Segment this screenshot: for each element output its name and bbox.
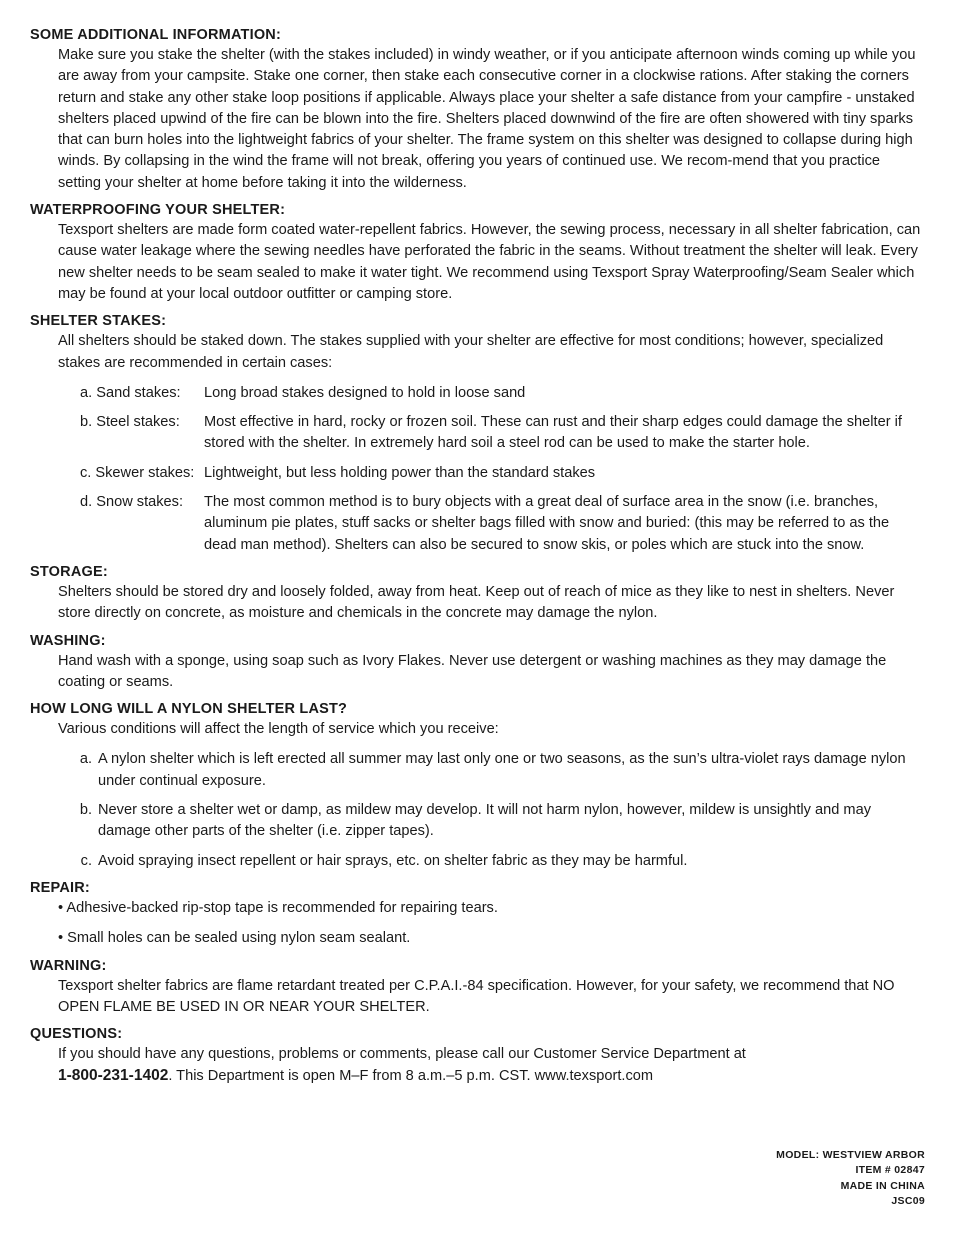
section-heading: REPAIR: — [30, 879, 90, 896]
list-item — [58, 383, 925, 404]
section-warning — [30, 956, 925, 1019]
section-questions — [30, 1024, 925, 1088]
section-body: Texsport shelters are made form coated water-repellent fabrics. However, the sewing process, necessary in all shelter fabrication, can cause water leakage where the sewing needles have perforated the fabric in the seams. Without treatment the shelter will leak. Every new shelter needs to be seam sealed to make it water tight. We recommend using Texsport Spray Waterproofing/Seam Sealer which may be found at your local outdoor outfitter or camping store. — [58, 222, 921, 302]
instruction-page — [30, 25, 925, 1094]
section-storage — [30, 562, 925, 625]
stake-types-list — [58, 383, 925, 556]
stake-description: The most common method is to bury objects with a great deal of surface area in the snow (i.e. branches, aluminum pie plates, stuff sacks or shelter bags filled with snow and buried: (this may be referred to as the dead man method). Shelters can also be secured to snow skis, or poles which are stuck into the snow. — [204, 494, 890, 553]
section-body: Texsport shelter fabrics are flame retardant treated per C.P.A.I.-84 specification. However, for your safety, we recommend that NO OPEN FLAME BE USED IN OR NEAR YOUR SHELTER. — [58, 977, 895, 1015]
stake-description: Lightweight, but less holding power than the standard stakes — [204, 464, 596, 481]
section-heading: HOW LONG WILL A NYLON SHELTER LAST? — [30, 701, 348, 718]
item-letter: a. — [79, 751, 92, 768]
customer-service-phone: 1-800-231-1402 — [58, 1067, 169, 1085]
section-body: Hand wash with a sponge, using soap such as Ivory Flakes. Never use detergent or washing machines as they may damage the coating or seams. — [58, 652, 887, 690]
list-item: • Adhesive-backed rip-stop tape is recommended for repairing tears. — [58, 899, 498, 916]
list-item — [58, 851, 925, 872]
questions-hours: . This Department is open M–F from 8 a.m.–5 p.m. CST. www.texsport.com — [168, 1068, 654, 1085]
list-item — [58, 412, 925, 455]
stake-label: d. Snow stakes: — [80, 494, 184, 511]
item-text: A nylon shelter which is left erected all summer may last only one or two seasons, as the sun’s ultra-violet rays damage nylon under continual exposure. — [98, 751, 906, 789]
section-heading: STORAGE: — [30, 563, 108, 580]
item-letter: b. — [79, 802, 92, 819]
section-waterproofing — [30, 200, 925, 305]
section-heading: SOME ADDITIONAL INFORMATION: — [30, 27, 282, 43]
lifespan-list — [58, 749, 925, 871]
section-heading: WARNING: — [30, 957, 107, 974]
section-heading: WASHING: — [30, 632, 106, 649]
list-item — [58, 749, 925, 792]
section-body: All shelters should be staked down. The stakes supplied with your shelter are effective for most conditions; however, specialized stakes are recommended in certain cases: — [58, 333, 884, 371]
section-nylon-lifespan — [30, 699, 925, 872]
section-heading: QUESTIONS: — [30, 1026, 123, 1043]
section-body: Various conditions will affect the length of service which you receive: — [58, 721, 499, 738]
list-item — [58, 492, 925, 556]
stake-label: a. Sand stakes: — [80, 384, 181, 401]
section-body — [58, 1044, 925, 1088]
questions-intro: If you should have any questions, problems or comments, please call our Customer Service Department at — [58, 1046, 746, 1063]
list-item: • Small holes can be sealed using nylon seam sealant. — [58, 930, 411, 947]
item-text: Avoid spraying insect repellent or hair sprays, etc. on shelter fabric as they may be harmful. — [98, 852, 688, 869]
list-item — [58, 800, 925, 843]
item-number-line: ITEM # 02847 — [855, 1164, 925, 1177]
stake-description: Most effective in hard, rocky or frozen soil. These can rust and their sharp edges could damage the shelter if stored with the shelter. In extremely hard soil a steel rod can be used to make the starter hole. — [204, 414, 902, 452]
print-code-line: JSC09 — [891, 1194, 925, 1207]
section-repair — [30, 878, 925, 950]
section-body: Make sure you stake the shelter (with the stakes included) in windy weather, or if you anticipate afternoon winds coming up while you are away from your campsite. Stake one corner, then stake each consecutive corner in a clockwise rations. After staking the corners return and stake any other stake loop positions if applicable. Always place your shelter a safe distance from your campfire - unstaked shelters placed upwind of the fire can be blown into the fire. Shelters placed downwind of the fire are often showered with tiny sparks that can burn holes into the lightweight fabrics of your shelter. The frame system on this shelter was designed to collapse during high winds. By collapsing in the wind the frame will not break, offering you years of continued use. We recom-mend that you practice setting your shelter at home before taking it into the wilderness. — [58, 47, 916, 191]
section-additional-info — [30, 25, 925, 194]
section-washing — [30, 631, 925, 694]
item-text: Never store a shelter wet or damp, as mildew may develop. It will not harm nylon, however, mildew is unsightly and may damage other parts of the shelter (i.e. zipper tapes). — [98, 802, 871, 840]
origin-line: MADE IN CHINA — [840, 1179, 925, 1192]
section-body: Shelters should be stored dry and loosely folded, away from heat. Keep out of reach of mice as they like to nest in shelters. Never store directly on concrete, as moisture and chemicals in the concrete may damage the nylon. — [58, 583, 895, 622]
repair-list — [58, 898, 925, 950]
stake-description: Long broad stakes designed to hold in loose sand — [204, 384, 526, 401]
list-item — [58, 463, 925, 484]
stake-label: b. Steel stakes: — [80, 414, 180, 431]
model-line: MODEL: WESTVIEW ARBOR — [776, 1149, 925, 1161]
section-shelter-stakes — [30, 311, 925, 556]
section-heading: SHELTER STAKES: — [30, 313, 167, 330]
section-heading: WATERPROOFING YOUR SHELTER: — [30, 202, 286, 219]
product-info-footer — [776, 1148, 925, 1209]
item-letter: c. — [80, 852, 92, 869]
stake-label: c. Skewer stakes: — [80, 464, 195, 481]
